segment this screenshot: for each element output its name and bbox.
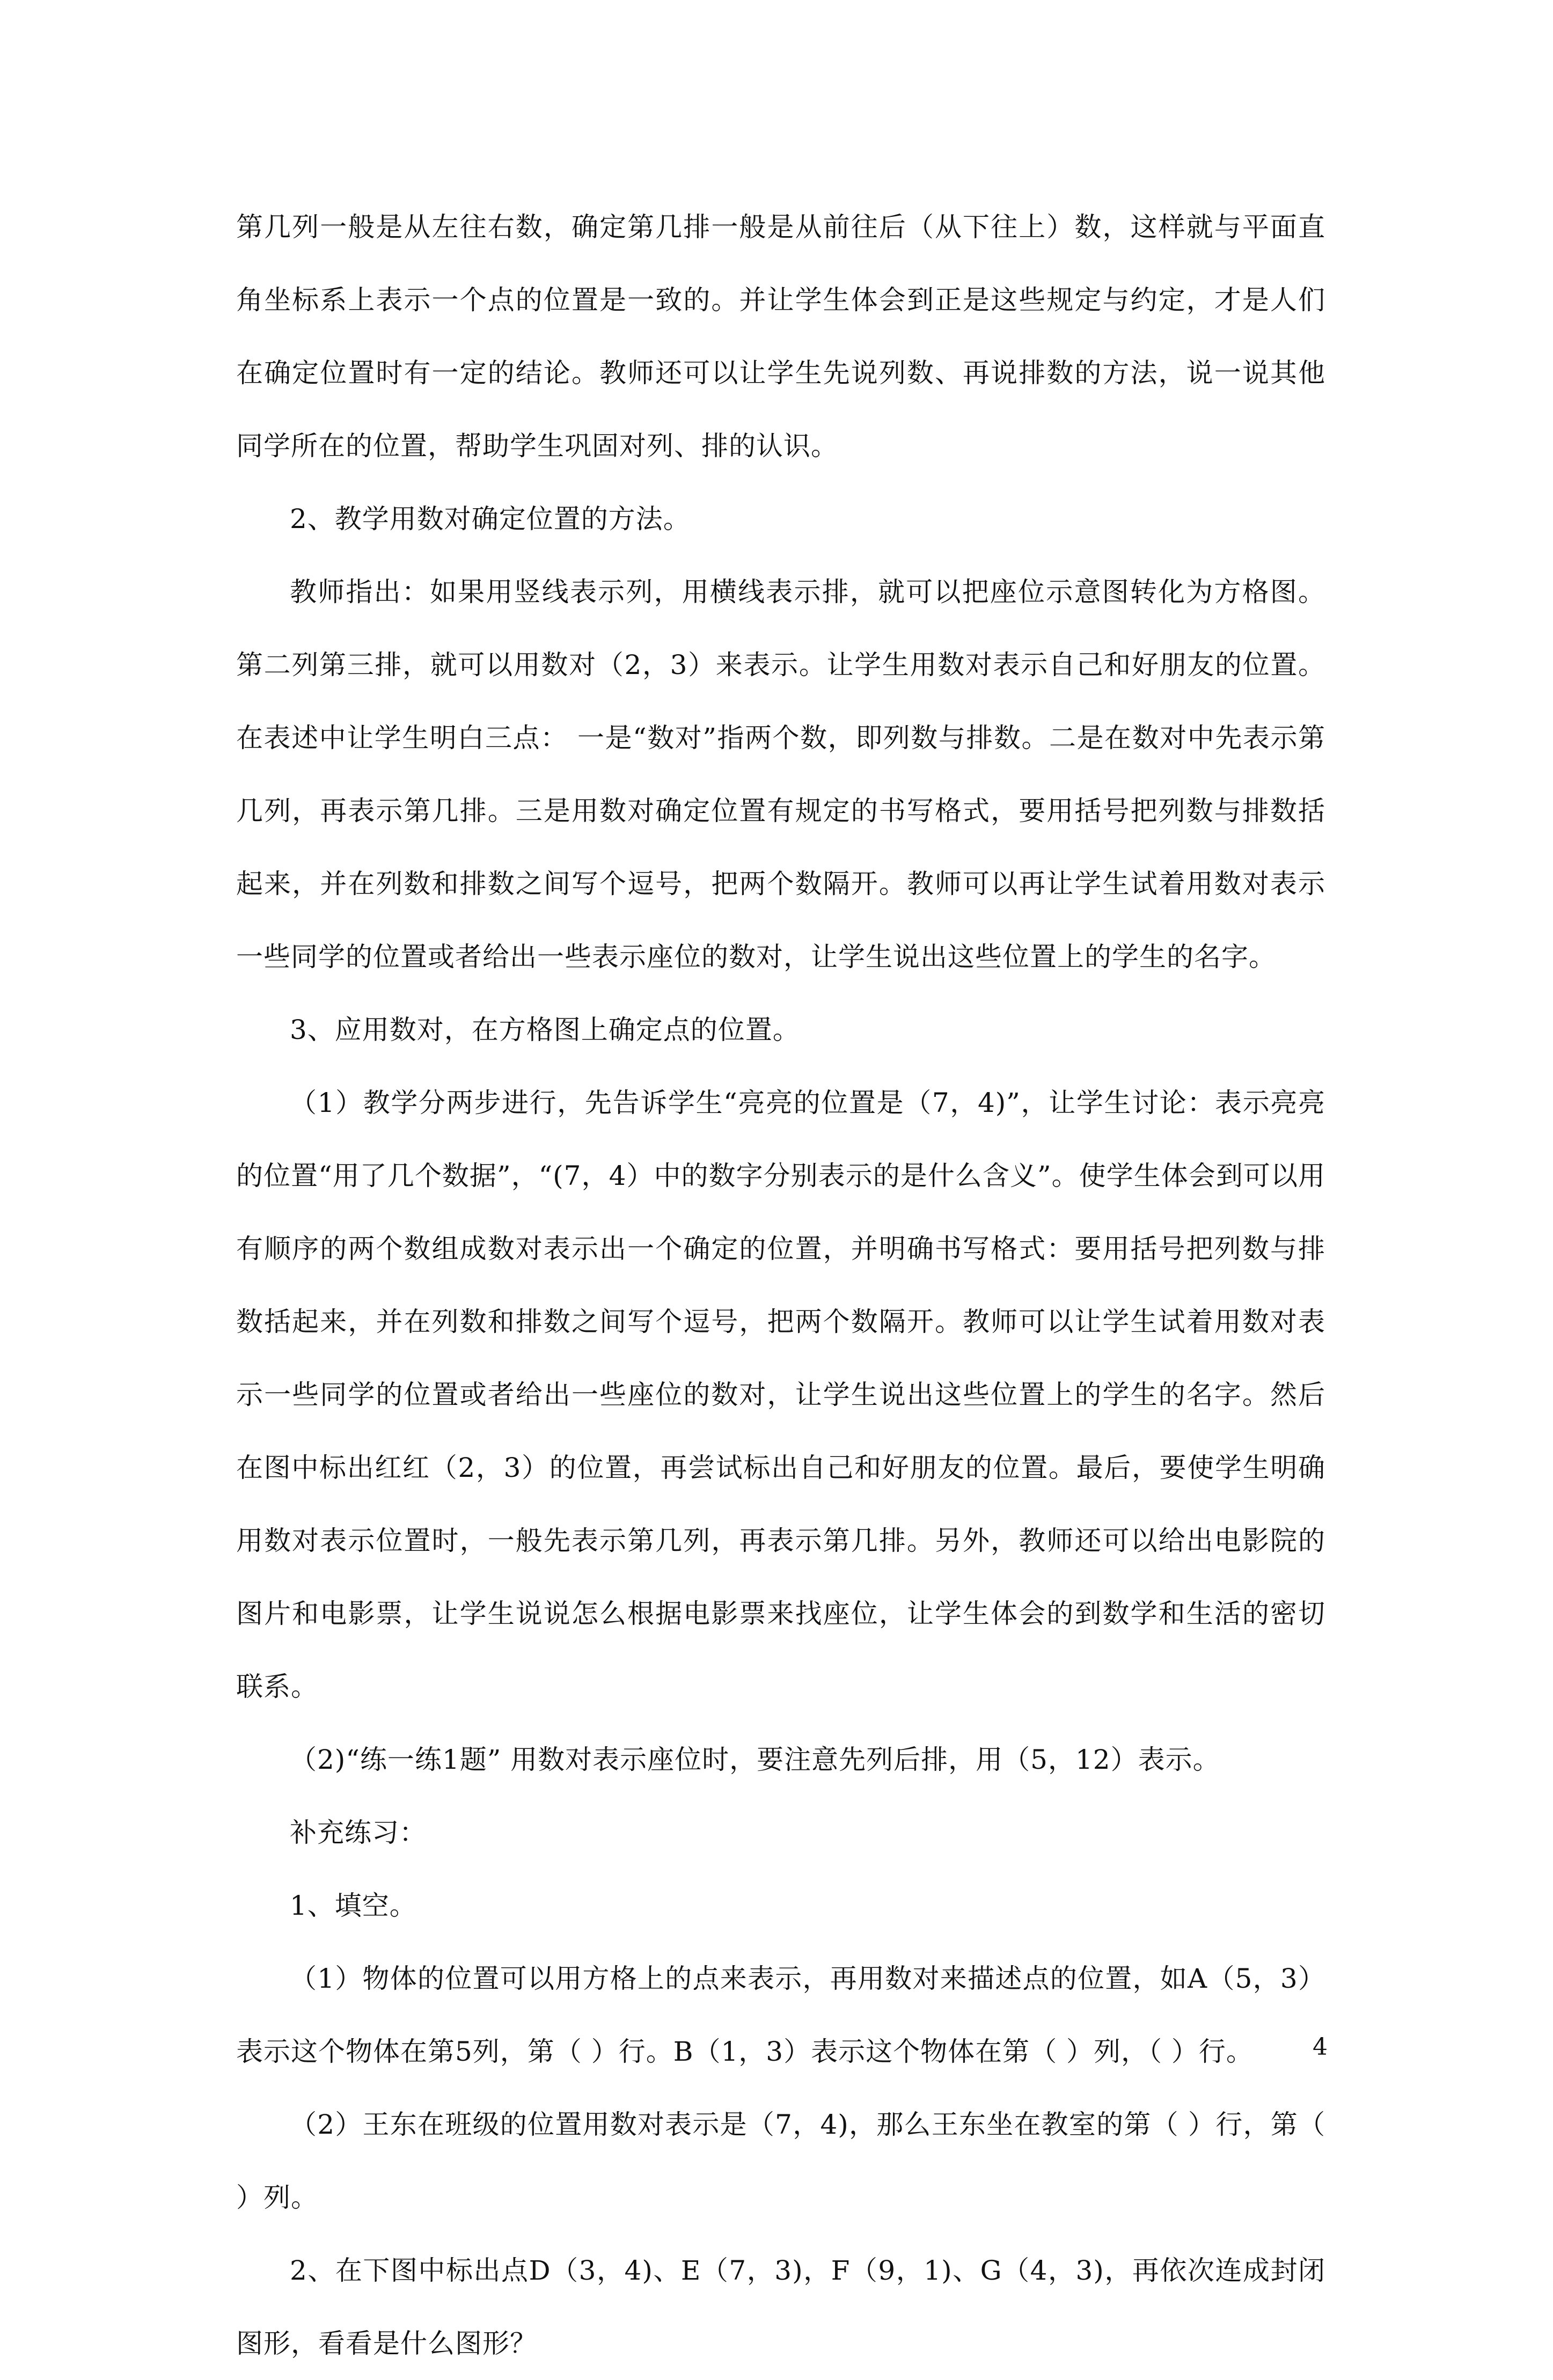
document-body	[236, 191, 1325, 2380]
paragraph-11: 2、在下图中标出点D（3，4)、E（7，3)，F（9，1)、G（4，3)，再依次连成封闭图形，看看是什么图形？	[236, 2255, 1325, 2359]
paragraph-8: 1、填空。	[290, 1890, 417, 1921]
paragraph-4: 3、应用数对，在方格图上确定点的位置。	[290, 1014, 800, 1045]
paragraph-3: 教师指出：如果用竖线表示列，用横线表示排，就可以把座位示意图转化为方格图。第二列第三排，就可以用数对（2，3）来表示。让学生用数对表示自己和好朋友的位置。在表述中让学生明白三点： 一是“数对”指两个数，即列数与排数。二是在数对中先表示第几列，再表示第几排。三是用数对确定位置有规定的书写格式，要用括号把列数与排数括起来，并在列数和排数之间写个逗号，把两个数隔开。教师可以再让学生试着用数对表示一些同学的位置或者给出一些表示座位的数对，让学生说出这些位置上的学生的名字。	[236, 576, 1325, 972]
paragraph-9: （1）物体的位置可以用方格上的点来表示，再用数对来描述点的位置，如A（5，3）表示这个物体在第5列，第（ ）行。B（1，3）表示这个物体在第（ ）列，（ ）行。	[236, 1963, 1325, 2067]
paragraph-6: （2)“练一练1题” 用数对表示座位时，要注意先列后排，用（5，12）表示。	[290, 1744, 1220, 1775]
paragraph-1: 第几列一般是从左往右数，确定第几排一般是从前往后（从下往上）数，这样就与平面直角坐标系上表示一个点的位置是一致的。并让学生体会到正是这些规定与约定，才是人们在确定位置时有一定的结论。教师还可以让学生先说列数、再说排数的方法，说一说其他同学所在的位置，帮助学生巩固对列、排的认识。	[236, 211, 1325, 462]
page-number: 4	[1313, 2033, 1328, 2061]
paragraph-2: 2、教学用数对确定位置的方法。	[290, 503, 691, 534]
paragraph-10: （2）王东在班级的位置用数对表示是（7，4)，那么王东坐在教室的第（ ）行，第（ ）列。	[236, 2109, 1325, 2213]
paragraph-5: （1）教学分两步进行，先告诉学生“亮亮的位置是（7，4)”，让学生讨论：表示亮亮的位置“用了几个数据”，“(7，4）中的数字分别表示的是什么含义”。使学生体会到可以用有顺序的两个数组成数对表示出一个确定的位置，并明确书写格式：要用括号把列数与排数括起来，并在列数和排数之间写个逗号，把两个数隔开。教师可以让学生试着用数对表示一些同学的位置或者给出一些座位的数对，让学生说出这些位置上的学生的名字。然后在图中标出红红（2，3）的位置，再尝试标出自己和好朋友的位置。最后，要使学生明确用数对表示位置时，一般先表示第几列，再表示第几排。另外，教师还可以给出电影院的图片和电影票，让学生说说怎么根据电影票来找座位，让学生体会的到数学和生活的密切联系。	[236, 1087, 1325, 1702]
paragraph-7: 补充练习：	[290, 1817, 427, 1848]
